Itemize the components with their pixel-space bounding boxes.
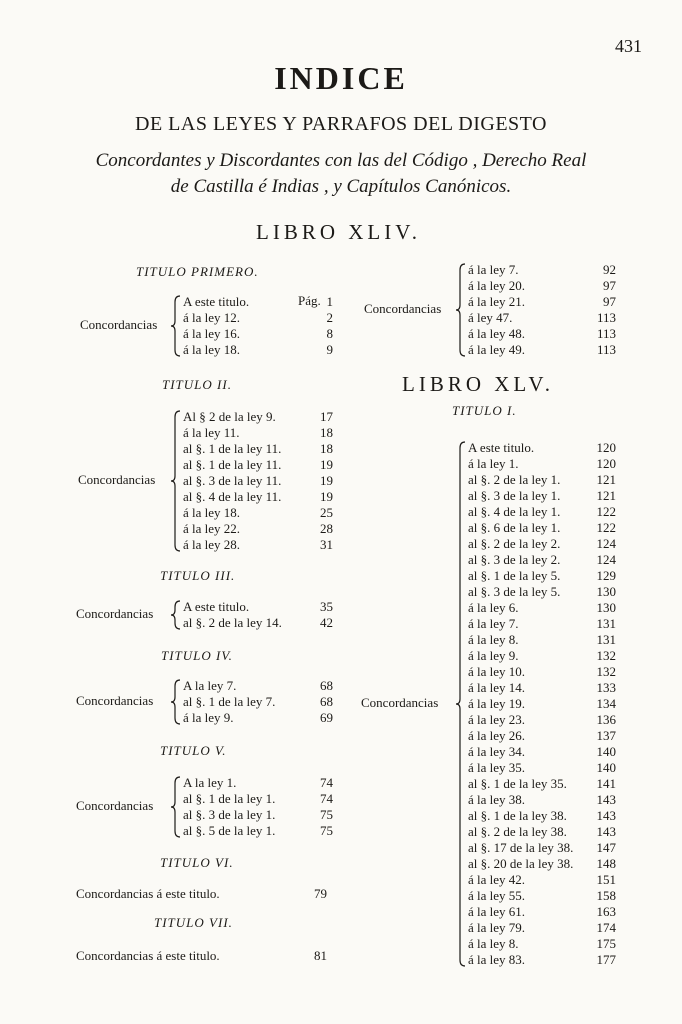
index-entry — [468, 744, 616, 760]
entry-text: á la ley 1. — [468, 456, 519, 471]
entry-text: al §. 5 de la ley 1. — [183, 823, 276, 838]
titulo-vi-heading: TITULO VI. — [160, 855, 234, 870]
titulo-i-heading: TITULO I. — [452, 403, 517, 418]
entry-page: 122 — [596, 504, 616, 519]
entry-page: 42 — [320, 615, 333, 630]
entry-page: 140 — [596, 760, 616, 775]
entry-page: 35 — [320, 599, 333, 614]
entry-page: 129 — [596, 568, 616, 583]
entry-text: á la ley 16. — [183, 326, 241, 341]
entry-text: á la ley 19. — [468, 696, 526, 711]
entry-page: 18 — [320, 441, 333, 456]
entry-page: 134 — [596, 696, 616, 711]
entry-page: 97 — [603, 278, 616, 293]
entry-text: al §. 20 de la ley 38. — [468, 856, 574, 871]
index-entry — [468, 536, 616, 552]
entry-page: 19 — [320, 473, 333, 488]
index-entry — [468, 696, 616, 712]
index-entry — [468, 712, 616, 728]
index-entry — [468, 856, 616, 872]
entry-page: 69 — [320, 710, 333, 725]
entry-page: 148 — [596, 856, 616, 871]
entry-text: á la ley 26. — [468, 728, 526, 743]
index-entry — [468, 568, 616, 584]
entry-page: 9 — [326, 342, 333, 357]
index-entry — [468, 278, 616, 294]
entry-text: á la ley 8. — [468, 632, 519, 647]
entry-text: á la ley 20. — [468, 278, 526, 293]
index-entry — [468, 440, 616, 456]
entry-text: á la ley 28. — [183, 537, 241, 552]
entry-page: 132 — [596, 664, 616, 679]
index-entry — [468, 326, 616, 342]
entry-text: á la ley 12. — [183, 310, 241, 325]
entry-text: á la ley 8. — [468, 936, 519, 951]
libro-45-heading: LIBRO XLV. — [402, 372, 555, 396]
titulo-ii-heading: TITULO II. — [162, 377, 232, 392]
concordancias-label: Concordancias — [78, 472, 156, 487]
entry-text: á ley 47. — [468, 310, 513, 325]
concordancias-label: Concordancias — [361, 695, 439, 710]
entry-text: A la ley 7. — [183, 678, 237, 693]
index-entry — [468, 632, 616, 648]
index-entry — [468, 888, 616, 904]
entry-page: 79 — [314, 886, 327, 901]
entry-text: al §. 1 de la ley 1. — [183, 791, 276, 806]
entry-text: Al § 2 de la ley 9. — [183, 409, 276, 424]
entry-page: 143 — [596, 824, 616, 839]
entry-page: 163 — [596, 904, 616, 919]
page-header-label: Pág. — [298, 293, 321, 308]
index-entry — [468, 520, 616, 536]
index-entry — [468, 936, 616, 952]
entry-text: á la ley 7. — [468, 616, 519, 631]
entry-text: á la ley 49. — [468, 342, 526, 357]
entry-text: A este titulo. — [468, 440, 535, 455]
entry-text: á la ley 9. — [468, 648, 519, 663]
entry-page: 75 — [320, 807, 333, 822]
entry-text: Concordancias á este titulo. — [76, 886, 220, 901]
index-entry — [468, 728, 616, 744]
entry-page: 2 — [326, 310, 333, 325]
description-line-1: Concordantes y Discordantes con las del Código , Derecho Real — [95, 150, 587, 171]
page-number: 431 — [615, 36, 642, 56]
entry-text: A este titulo. — [183, 294, 250, 309]
entry-text: á la ley 38. — [468, 792, 526, 807]
entry-text: al §. 6 de la ley 1. — [468, 520, 561, 535]
index-entry — [468, 760, 616, 776]
index-entry — [468, 616, 616, 632]
entry-page: 68 — [320, 678, 333, 693]
index-entry — [468, 552, 616, 568]
entry-page: 132 — [596, 648, 616, 663]
entry-text: al §. 2 de la ley 14. — [183, 615, 282, 630]
entry-text: al §. 3 de la ley 2. — [468, 552, 561, 567]
index-entry — [468, 342, 616, 358]
entry-page: 143 — [596, 792, 616, 807]
entry-text: á la ley 34. — [468, 744, 526, 759]
entry-text: á la ley 23. — [468, 712, 526, 727]
entry-page: 124 — [596, 536, 616, 551]
entry-text: á la ley 48. — [468, 326, 526, 341]
titulo-vii-heading: TITULO VII. — [154, 915, 233, 930]
index-entry — [468, 840, 616, 856]
entry-page: 131 — [596, 632, 616, 647]
entry-text: á la ley 55. — [468, 888, 526, 903]
entry-text: á la ley 42. — [468, 872, 526, 887]
index-entry — [468, 504, 616, 520]
index-entry — [468, 776, 616, 792]
entry-text: á la ley 35. — [468, 760, 526, 775]
entry-page: 177 — [596, 952, 616, 967]
concordancias-label: Concordancias — [76, 606, 154, 621]
entry-text: á la ley 14. — [468, 680, 526, 695]
entry-text: á la ley 79. — [468, 920, 526, 935]
index-entry — [183, 425, 333, 441]
concordancias-label: Concordancias — [364, 301, 442, 316]
entry-page: 137 — [596, 728, 616, 743]
entry-page: 31 — [320, 537, 333, 552]
entry-text: al §. 3 de la ley 11. — [183, 473, 282, 488]
entry-page: 25 — [320, 505, 333, 520]
entry-page: 1 — [326, 294, 333, 309]
index-entry — [468, 808, 616, 824]
index-entry — [468, 262, 616, 278]
entry-text: á la ley 83. — [468, 952, 526, 967]
concordancias-label: Concordancias — [76, 693, 154, 708]
entry-page: 140 — [596, 744, 616, 759]
entry-page: 121 — [596, 472, 616, 487]
entry-text: al §. 1 de la ley 7. — [183, 694, 276, 709]
entry-page: 131 — [596, 616, 616, 631]
entry-text: á la ley 61. — [468, 904, 526, 919]
index-entry — [468, 472, 616, 488]
entry-text: á la ley 18. — [183, 342, 241, 357]
index-entry — [468, 824, 616, 840]
entry-page: 81 — [314, 948, 327, 963]
entry-page: 133 — [596, 680, 616, 695]
entry-text: al §. 1 de la ley 5. — [468, 568, 561, 583]
index-subtitle: DE LAS LEYES Y PARRAFOS DEL DIGESTO — [135, 113, 547, 135]
entry-page: 130 — [596, 600, 616, 615]
entry-page: 19 — [320, 457, 333, 472]
entry-text: al §. 1 de la ley 38. — [468, 808, 567, 823]
libro-44-heading: LIBRO XLIV. — [256, 220, 421, 244]
entry-text: A la ley 1. — [183, 775, 237, 790]
entry-page: 143 — [596, 808, 616, 823]
entry-text: al §. 2 de la ley 1. — [468, 472, 561, 487]
entry-text: al §. 3 de la ley 1. — [468, 488, 561, 503]
entry-page: 174 — [596, 920, 616, 935]
entry-page: 120 — [596, 440, 616, 455]
entry-page: 92 — [603, 262, 616, 277]
index-entry — [468, 584, 616, 600]
entry-page: 113 — [596, 342, 616, 357]
entry-page: 74 — [320, 791, 333, 806]
index-entry — [468, 952, 616, 968]
entry-page: 151 — [596, 872, 616, 887]
index-entry — [468, 310, 616, 326]
entry-page: 124 — [596, 552, 616, 567]
index-entry — [468, 294, 616, 310]
entry-text: al §. 3 de la ley 5. — [468, 584, 561, 599]
entry-text: al §. 3 de la ley 1. — [183, 807, 276, 822]
titulo-iv-heading: TITULO IV. — [161, 648, 233, 663]
entry-page: 147 — [596, 840, 616, 855]
entry-page: 121 — [596, 488, 616, 503]
entry-text: á la ley 9. — [183, 710, 234, 725]
index-entry — [468, 904, 616, 920]
entry-page: 8 — [326, 326, 333, 341]
entry-text: á la ley 18. — [183, 505, 241, 520]
description-line-2: de Castilla é Indias , y Capítulos Canónicos. — [170, 176, 512, 197]
titulo-v-heading: TITULO V. — [160, 743, 227, 758]
concordancias-label: Concordancias — [76, 798, 154, 813]
concordancias-group — [0, 440, 682, 968]
entry-page: 158 — [596, 888, 616, 903]
concordancias-group — [0, 262, 682, 358]
entry-text: al §. 2 de la ley 38. — [468, 824, 567, 839]
entry-page: 19 — [320, 489, 333, 504]
entry-page: 141 — [596, 776, 616, 791]
entry-text: al §. 4 de la ley 1. — [468, 504, 561, 519]
entry-text: al §. 1 de la ley 35. — [468, 776, 567, 791]
brace-icon — [455, 262, 467, 358]
entry-text: á la ley 10. — [468, 664, 526, 679]
index-entry — [183, 409, 333, 425]
titulo-iii-heading: TITULO III. — [160, 568, 236, 583]
entry-page: 97 — [603, 294, 616, 309]
entry-page: 18 — [320, 425, 333, 440]
entry-page: 113 — [596, 310, 616, 325]
entry-text: al §. 2 de la ley 2. — [468, 536, 561, 551]
index-entry — [468, 648, 616, 664]
entry-page: 28 — [320, 521, 333, 536]
concordancias-label: Concordancias — [80, 317, 158, 332]
entry-page: 136 — [596, 712, 616, 727]
index-entry — [468, 664, 616, 680]
entry-page: 113 — [596, 326, 616, 341]
entry-page: 68 — [320, 694, 333, 709]
index-entry — [468, 872, 616, 888]
entry-page: 122 — [596, 520, 616, 535]
index-entry — [468, 792, 616, 808]
entry-text: á la ley 22. — [183, 521, 241, 536]
entry-text: á la ley 7. — [468, 262, 519, 277]
entry-page: 120 — [596, 456, 616, 471]
entry-text: á la ley 11. — [183, 425, 240, 440]
index-entry — [468, 600, 616, 616]
entry-text: al §. 1 de la ley 11. — [183, 457, 282, 472]
index-entry — [468, 920, 616, 936]
entry-text: al §. 4 de la ley 11. — [183, 489, 282, 504]
entry-page: 17 — [320, 409, 333, 424]
titulo-primero-heading: TITULO PRIMERO. — [136, 264, 259, 279]
entry-page: 175 — [596, 936, 616, 951]
entry-text: á la ley 6. — [468, 600, 519, 615]
index-entry — [468, 456, 616, 472]
index-entry — [468, 488, 616, 504]
index-entry — [468, 680, 616, 696]
entry-page: 130 — [596, 584, 616, 599]
entry-page: 75 — [320, 823, 333, 838]
entry-text: á la ley 21. — [468, 294, 526, 309]
entry-text: Concordancias á este titulo. — [76, 948, 220, 963]
entry-text: A este titulo. — [183, 599, 250, 614]
brace-icon — [455, 440, 467, 968]
entry-text: al §. 17 de la ley 38. — [468, 840, 574, 855]
entry-text: al §. 1 de la ley 11. — [183, 441, 282, 456]
entry-page: 74 — [320, 775, 333, 790]
index-title: INDICE — [274, 60, 408, 96]
